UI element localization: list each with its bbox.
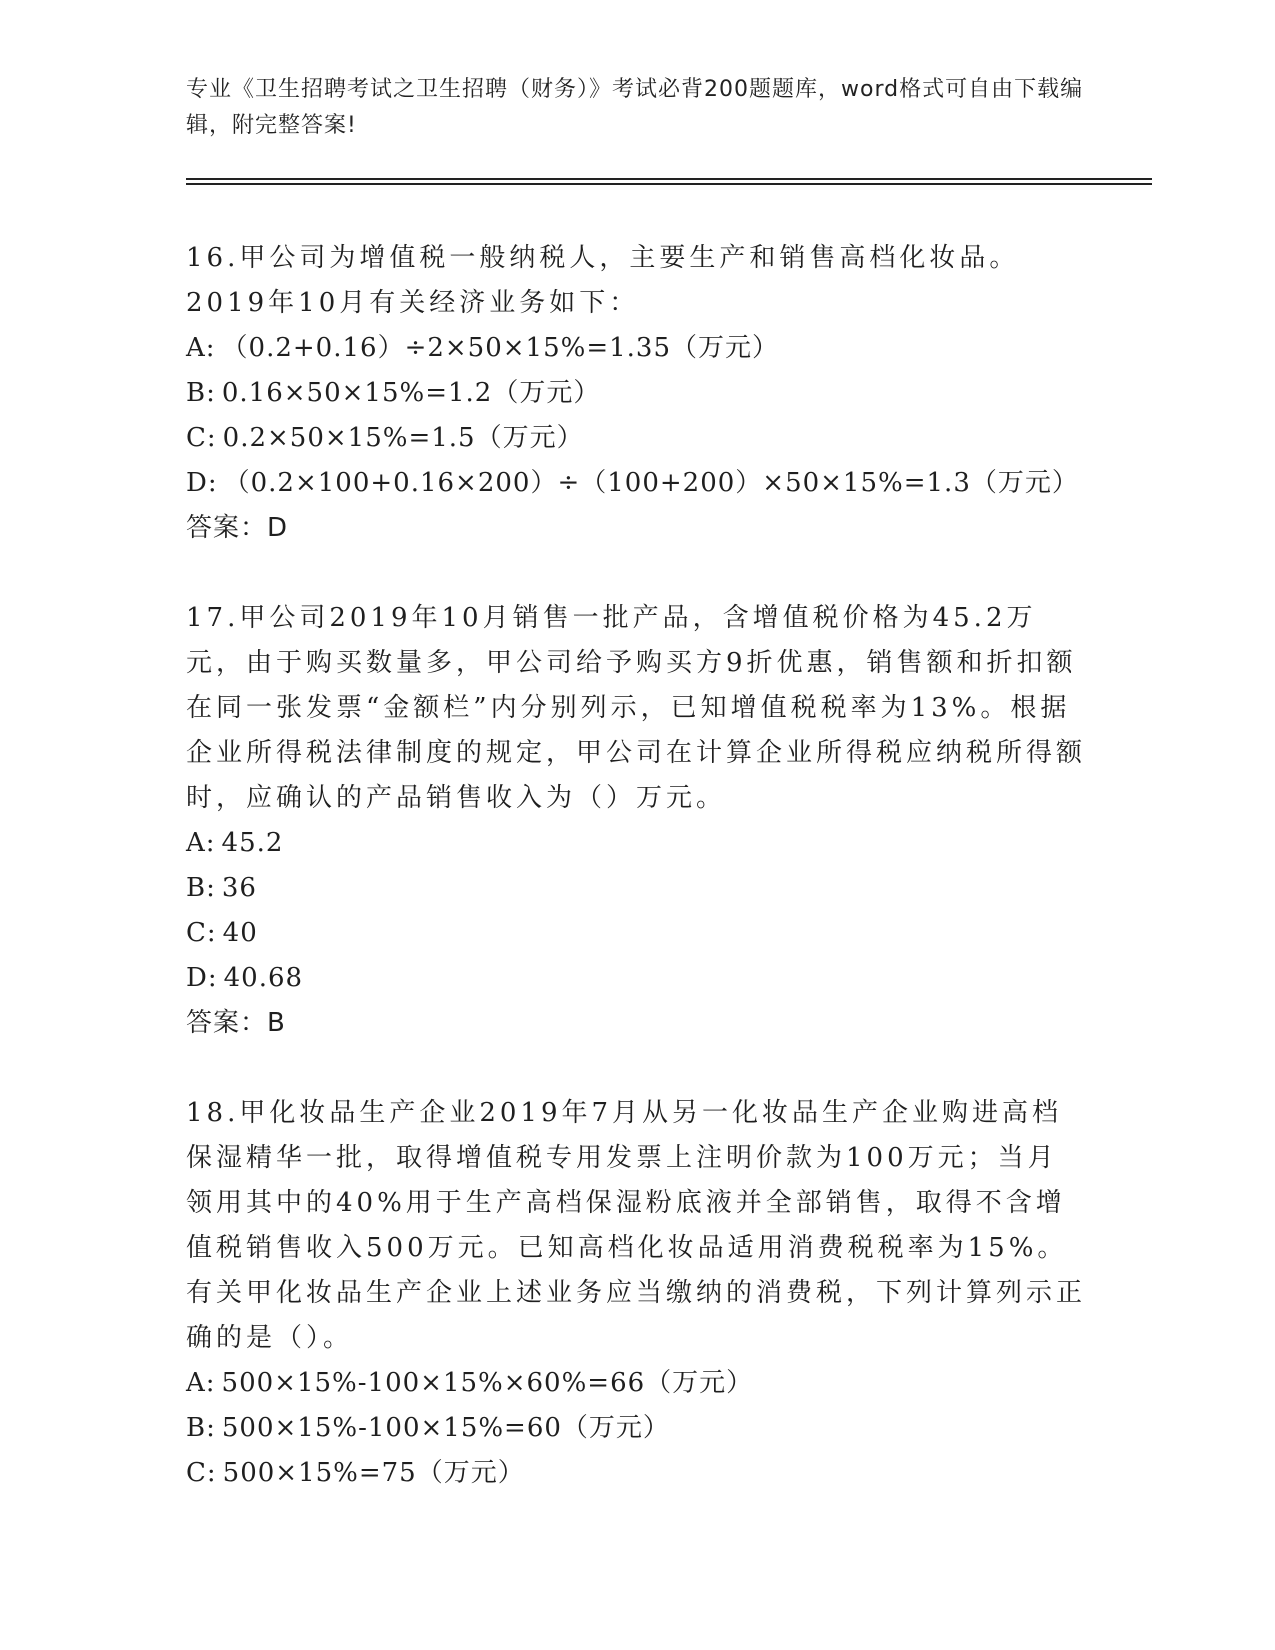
option-letter: C: — [186, 918, 217, 948]
option-text: 40.68 — [223, 963, 304, 993]
option-letter: D: — [186, 963, 218, 993]
option-text: 500×15%=75（万元） — [222, 1458, 525, 1488]
answer-line: 答案：D — [186, 513, 289, 543]
option-text: 0.16×50×15%=1.2（万元） — [221, 378, 601, 408]
option-letter: D: — [186, 468, 218, 498]
option-c — [186, 1451, 1086, 1496]
question-stem: 17.甲公司2019年10月销售一批产品，含增值税价格为45.2万元，由于购买数量多，甲公司给予购买方9折优惠，销售额和折扣额在同一张发票“金额栏”内分别列示，已知增值税税率为13%。根据企业所得税法律制度的规定，甲公司在计算企业所得税应纳税所得额时，应确认的产品销售收入为（）万元。 — [186, 603, 1087, 813]
question-17 — [186, 596, 1086, 1046]
option-text: 0.2×50×15%=1.5（万元） — [222, 423, 584, 453]
option-a — [186, 1361, 1086, 1406]
question-stem: 18.甲化妆品生产企业2019年7月从另一化妆品生产企业购进高档保湿精华一批，取得增值税专用发票上注明价款为100万元；当月领用其中的40%用于生产高档保湿粉底液并全部销售，取得不含增值税销售收入500万元。已知高档化妆品适用消费税税率为15%。有关甲化妆品生产企业上述业务应当缴纳的消费税，下列计算列示正确的是（）。 — [186, 1098, 1087, 1353]
option-letter: A: — [186, 828, 216, 858]
option-letter: B: — [186, 378, 216, 408]
option-a — [186, 326, 1086, 371]
option-b — [186, 371, 1086, 416]
option-letter: C: — [186, 1458, 217, 1488]
option-text: （0.2+0.16）÷2×50×15%=1.35（万元） — [221, 333, 780, 363]
option-text: 45.2 — [221, 828, 284, 858]
option-c — [186, 911, 1086, 956]
question-list — [186, 236, 1086, 1496]
option-a — [186, 821, 1086, 866]
document-header: 专业《卫生招聘考试之卫生招聘（财务）》考试必背200题题库，word格式可自由下载编辑，附完整答案! — [186, 77, 1084, 138]
question-gap — [186, 1046, 1086, 1091]
option-text: 500×15%-100×15%=60（万元） — [221, 1413, 670, 1443]
option-text: 500×15%-100×15%×60%=66（万元） — [221, 1368, 754, 1398]
option-text: （0.2×100+0.16×200）÷（100+200）×50×15%=1.3（万元） — [223, 468, 1079, 498]
option-letter: B: — [186, 873, 216, 903]
option-letter: C: — [186, 423, 217, 453]
header-rule-top — [186, 178, 1152, 180]
option-text: 40 — [222, 918, 258, 948]
option-d — [186, 956, 1086, 1001]
header-rule-bottom — [186, 183, 1152, 185]
option-b — [186, 866, 1086, 911]
option-text: 36 — [221, 873, 257, 903]
answer-line: 答案：B — [186, 1008, 286, 1038]
option-c — [186, 416, 1086, 461]
option-letter: A: — [186, 1368, 216, 1398]
option-b — [186, 1406, 1086, 1451]
option-letter: A: — [186, 333, 216, 363]
question-gap — [186, 551, 1086, 596]
option-d — [186, 461, 1086, 506]
question-stem: 16.甲公司为增值税一般纳税人，主要生产和销售高档化妆品。2019年10月有关经济业务如下： — [186, 243, 1020, 318]
option-letter: B: — [186, 1413, 216, 1443]
question-18 — [186, 1091, 1086, 1496]
question-16 — [186, 236, 1086, 551]
